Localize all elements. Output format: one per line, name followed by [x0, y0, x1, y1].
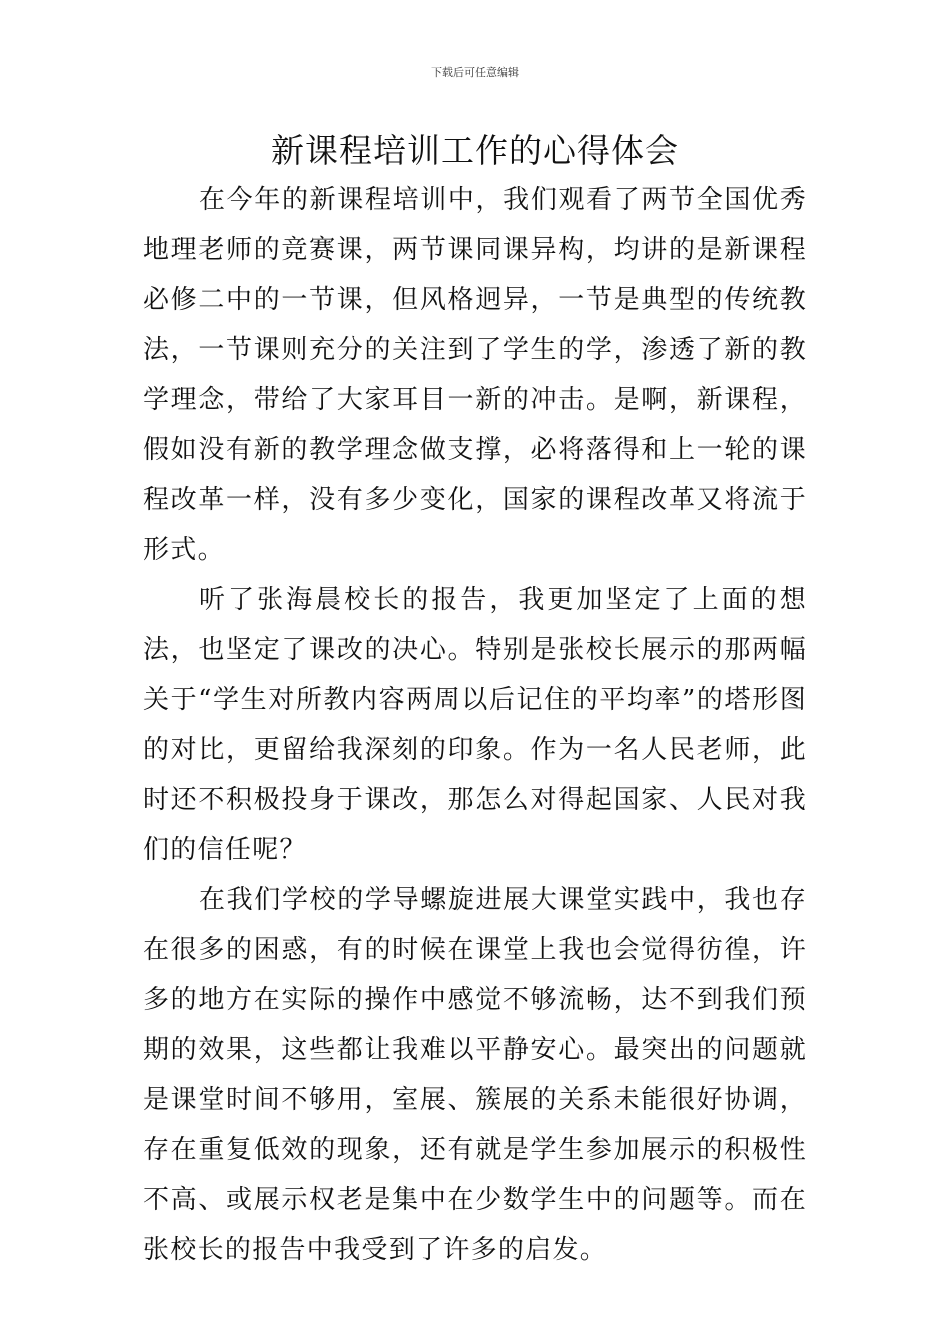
document-title: 新课程培训工作的心得体会 — [271, 131, 679, 170]
header-note: 下载后可任意编辑 — [431, 66, 519, 79]
paragraph-1: 在今年的新课程培训中，我们观看了两节全国优秀地理老师的竞赛课，两节课同课异构，均讲的是新课程必修二中的一节课，但风格迥异，一节是典型的传统教法，一节课则充分的关注到了学生的学，渗透了新的教学理念，带给了大家耳目一新的冲击。是啊，新课程，假如没有新的教学理念做支撑，必将落得和上一轮的课程改革一样，没有多少变化，国家的课程改革又将流于形式。 — [143, 185, 807, 565]
paragraph-2: 听了张海晨校长的报告，我更加坚定了上面的想法，也坚定了课改的决心。特别是张校长展示的那两幅关于“学生对所教内容两周以后记住的平均率”的塔形图的对比，更留给我深刻的印象。作为一名人民老师，此时还不积极投身于课改，那怎么对得起国家、人民对我们的信任呢？ — [143, 585, 807, 865]
paragraph-3: 在我们学校的学导螺旋进展大课堂实践中，我也存在很多的困惑，有的时候在课堂上我也会觉得彷徨，许多的地方在实际的操作中感觉不够流畅，达不到我们预期的效果，这些都让我难以平静安心。最突出的问题就是课堂时间不够用，室展、簇展的关系未能很好协调，存在重复低效的现象，还有就是学生参加展示的积极性不高、或展示权老是集中在少数学生中的问题等。而在张校长的报告中我受到了许多的启发。 — [143, 885, 807, 1265]
document-body — [143, 175, 807, 1275]
